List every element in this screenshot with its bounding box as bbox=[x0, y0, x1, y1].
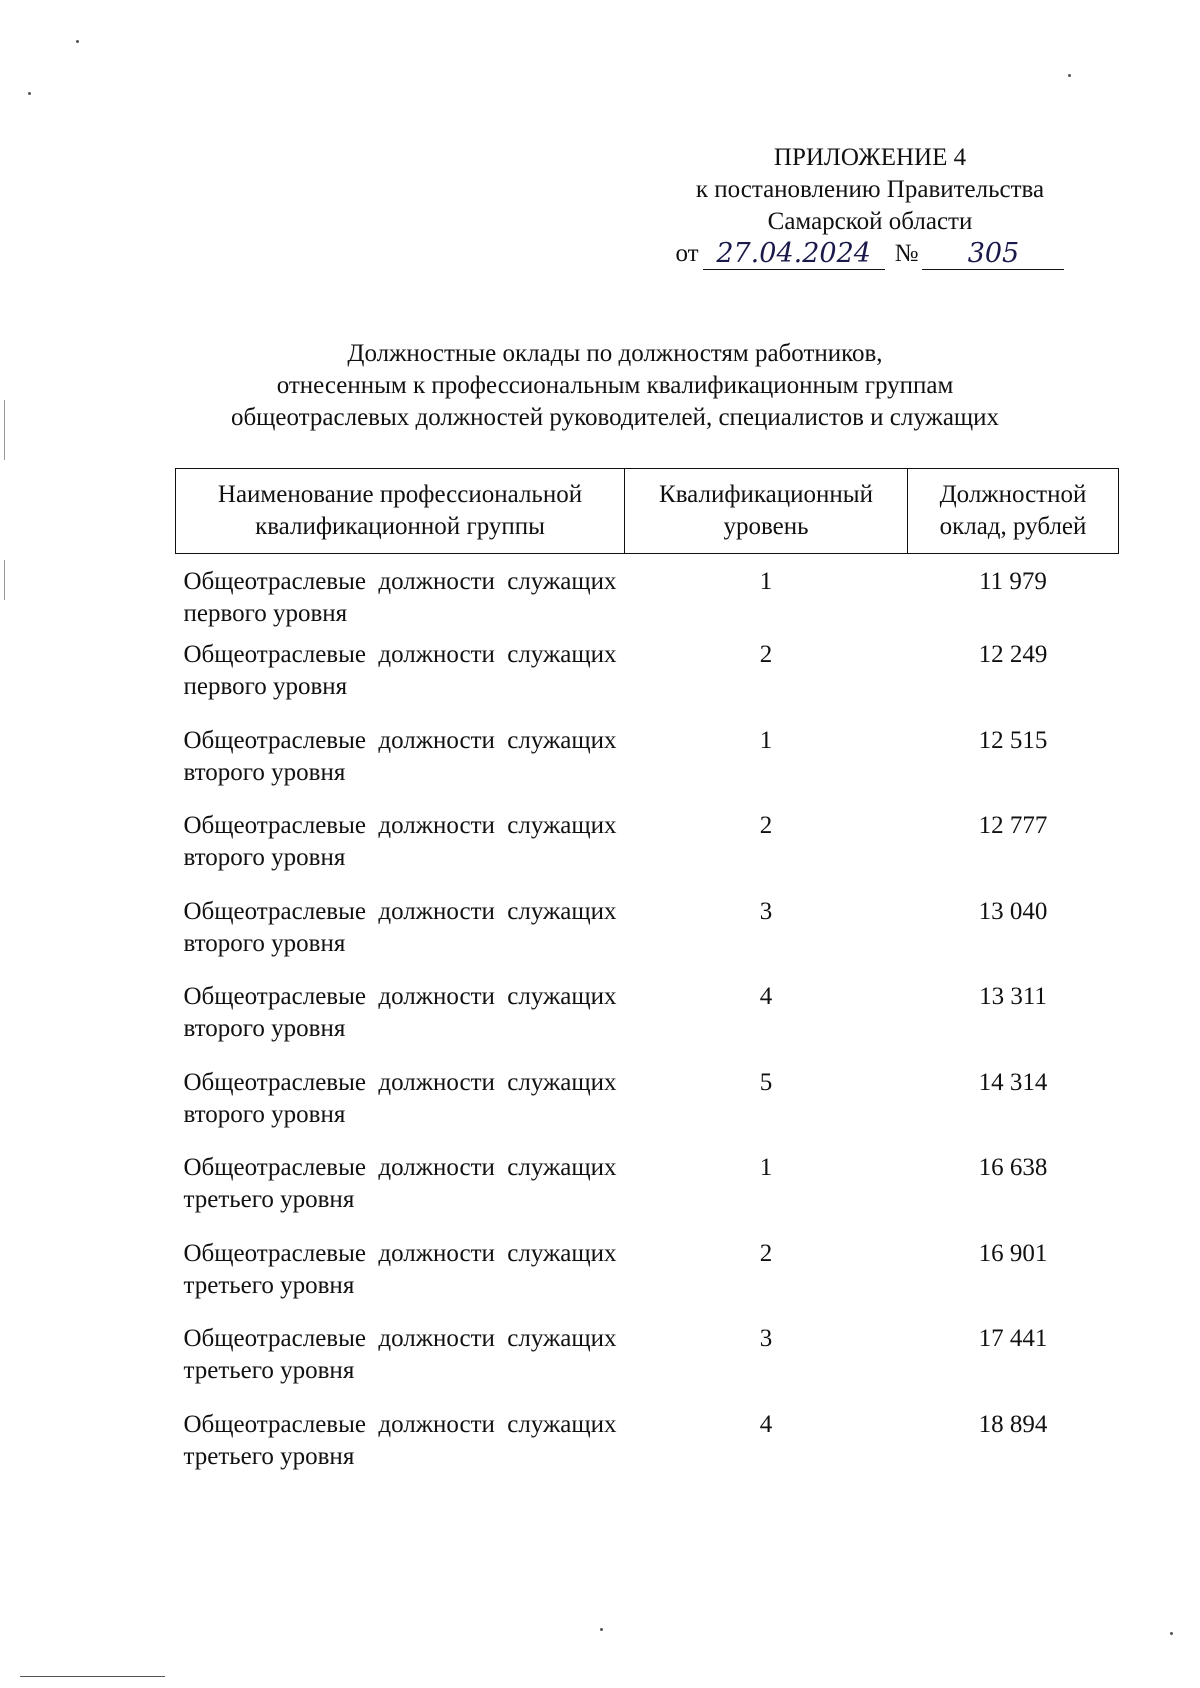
row-group: Общеотраслевые должности служащих первого уровня bbox=[183, 641, 617, 700]
header-level-line-2: уровень bbox=[723, 513, 809, 540]
number-prefix: № bbox=[894, 240, 919, 267]
row-salary: 12 777 bbox=[978, 812, 1048, 839]
row-level: 1 bbox=[759, 568, 773, 595]
row-group: Общеотраслевые должности служащих второго уровня bbox=[183, 726, 617, 786]
scan-speck bbox=[1068, 74, 1071, 77]
scan-speck bbox=[1170, 1632, 1173, 1635]
row-level: 1 bbox=[759, 1154, 773, 1181]
handwritten-date: 27.04.2024 bbox=[703, 239, 885, 270]
appendix-resolution-line: к постановлению Правительства bbox=[695, 176, 1045, 203]
document-title bbox=[150, 338, 1080, 434]
row-salary: 14 314 bbox=[978, 1068, 1048, 1096]
row-salary: 13 311 bbox=[979, 983, 1047, 1010]
row-group: Общеотраслевые должности служащих второго уровня bbox=[183, 812, 617, 871]
handwritten-number: 305 bbox=[922, 239, 1064, 270]
row-salary: 13 040 bbox=[978, 897, 1048, 925]
row-group: Общеотраслевые должности служащих второго уровня bbox=[183, 897, 617, 957]
header-group-line-1: Наименование профессиональной bbox=[217, 481, 583, 508]
appendix-region-line: Самарской области bbox=[767, 208, 973, 235]
table-row bbox=[176, 1238, 1119, 1324]
salary-table bbox=[175, 468, 1119, 1494]
row-salary: 16 901 bbox=[978, 1239, 1048, 1267]
scan-speck bbox=[76, 40, 79, 43]
scan-margin-line bbox=[4, 560, 5, 600]
document-title-line-2: отнесенным к профессиональным квалификационным группам bbox=[276, 372, 954, 399]
table-header-row bbox=[176, 469, 1119, 554]
table-row bbox=[176, 810, 1119, 896]
table-row bbox=[176, 639, 1119, 725]
header-salary-line-1: Должностной bbox=[939, 481, 1087, 508]
header-level bbox=[625, 469, 908, 554]
scan-speck bbox=[600, 1628, 603, 1631]
row-level: 5 bbox=[759, 1068, 773, 1096]
row-level: 3 bbox=[759, 897, 773, 925]
appendix-header bbox=[660, 142, 1080, 270]
row-level: 2 bbox=[759, 641, 773, 668]
date-prefix: от bbox=[675, 240, 699, 267]
header-salary-line-2: оклад, рублей bbox=[939, 513, 1087, 540]
scan-margin-line bbox=[4, 400, 5, 460]
table-row bbox=[176, 1067, 1119, 1153]
row-salary: 11 979 bbox=[979, 568, 1047, 595]
appendix-title: ПРИЛОЖЕНИЕ 4 bbox=[773, 144, 967, 171]
table-row bbox=[176, 981, 1119, 1067]
document-title-line-3: общеотраслевых должностей руководителей, специалистов и служащих bbox=[230, 404, 1000, 431]
table-row bbox=[176, 554, 1119, 640]
row-group: Общеотраслевые должности служащих третьего уровня bbox=[183, 1154, 617, 1213]
row-salary: 17 441 bbox=[978, 1325, 1048, 1352]
row-level: 2 bbox=[759, 812, 773, 839]
scan-bottom-line bbox=[20, 1676, 165, 1677]
row-group: Общеотраслевые должности служащих второго уровня bbox=[183, 1068, 617, 1128]
row-level: 2 bbox=[759, 1239, 773, 1267]
header-level-line-1: Квалификационный bbox=[659, 481, 873, 508]
appendix-date-number-line bbox=[660, 238, 1080, 270]
row-group: Общеотраслевые должности служащих первого уровня bbox=[183, 568, 617, 627]
table-row bbox=[176, 725, 1119, 811]
row-salary: 12 249 bbox=[978, 641, 1048, 668]
row-level: 4 bbox=[759, 1410, 773, 1438]
row-level: 4 bbox=[759, 983, 773, 1010]
table-row bbox=[176, 1323, 1119, 1409]
row-salary: 12 515 bbox=[978, 726, 1048, 754]
header-group-line-2: квалификационной группы bbox=[255, 513, 545, 540]
row-group: Общеотраслевые должности служащих третьего уровня bbox=[183, 1325, 617, 1384]
row-salary: 16 638 bbox=[978, 1154, 1048, 1181]
row-group: Общеотраслевые должности служащих второго уровня bbox=[183, 983, 617, 1042]
document-title-line-1: Должностные оклады по должностям работников, bbox=[347, 340, 883, 367]
header-salary bbox=[908, 469, 1119, 554]
row-salary: 18 894 bbox=[978, 1410, 1048, 1438]
table-row bbox=[176, 896, 1119, 982]
row-level: 1 bbox=[759, 726, 773, 754]
scan-speck bbox=[28, 92, 31, 95]
table-row bbox=[176, 1409, 1119, 1495]
row-level: 3 bbox=[759, 1325, 773, 1352]
table-row bbox=[176, 1152, 1119, 1238]
row-group: Общеотраслевые должности служащих третьего уровня bbox=[183, 1410, 617, 1470]
row-group: Общеотраслевые должности служащих третьего уровня bbox=[183, 1239, 617, 1299]
header-group bbox=[176, 469, 625, 554]
